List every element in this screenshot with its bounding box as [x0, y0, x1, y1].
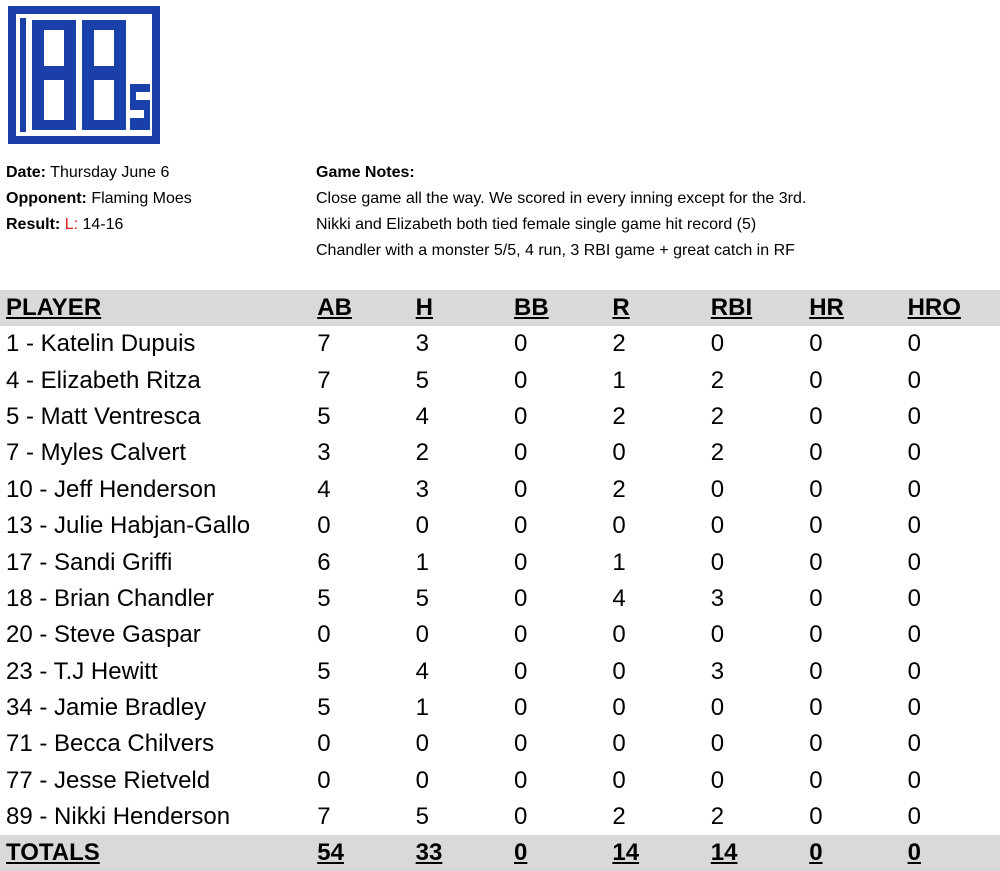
- column-header-bb: BB: [514, 294, 549, 321]
- stat-cell: 0: [612, 694, 626, 722]
- stat-cell: 0: [415, 512, 429, 540]
- stat-cell: 0: [809, 439, 823, 467]
- result-line: [6, 212, 192, 238]
- opponent-label: Opponent:: [6, 190, 87, 207]
- stat-cell: 0: [317, 766, 331, 794]
- stat-cell: 0: [907, 621, 921, 649]
- stat-cell: 0: [809, 330, 823, 358]
- stat-cell: 0: [710, 730, 725, 758]
- stat-cell: 7: [317, 803, 331, 831]
- stat-cell: 4: [612, 584, 626, 612]
- player-name-cell: 89 - Nikki Henderson: [6, 803, 231, 831]
- stat-cell: 0: [809, 475, 823, 503]
- stat-cell: 0: [514, 584, 528, 612]
- stat-cell: 4: [317, 475, 331, 503]
- table-row: [0, 581, 1000, 617]
- stat-cell: 5: [317, 584, 331, 612]
- stat-cell: 0: [514, 621, 528, 649]
- stat-cell: 5: [415, 366, 429, 394]
- stat-cell: 0: [415, 766, 429, 794]
- stat-cell: 3: [317, 439, 331, 467]
- column-header-hr: HR: [809, 294, 844, 321]
- stat-cell: 0: [710, 330, 725, 358]
- stat-cell: 0: [612, 657, 626, 685]
- stat-cell: 5: [317, 694, 331, 722]
- player-name-cell: 23 - T.J Hewitt: [6, 657, 158, 685]
- stat-cell: 3: [710, 584, 725, 612]
- stat-cell: 2: [415, 439, 429, 467]
- player-name-cell: 17 - Sandi Griffi: [6, 548, 173, 576]
- stat-cell: 0: [809, 366, 823, 394]
- player-name-cell: 1 - Katelin Dupuis: [6, 330, 196, 358]
- stat-cell: 2: [612, 803, 626, 831]
- table-row: [0, 799, 1000, 835]
- table-row: [0, 435, 1000, 471]
- column-header-h: H: [415, 294, 433, 321]
- stat-cell: 2: [612, 330, 626, 358]
- player-name-cell: 18 - Brian Chandler: [6, 584, 215, 612]
- stat-cell: 0: [907, 548, 921, 576]
- stat-cell: 0: [907, 330, 921, 358]
- player-name-cell: 7 - Myles Calvert: [6, 439, 187, 467]
- game-notes: [316, 160, 806, 264]
- player-name-cell: 13 - Julie Habjan-Gallo: [6, 512, 251, 540]
- stat-cell: 2: [710, 803, 725, 831]
- stat-cell: 1: [612, 548, 626, 576]
- date-line: [6, 160, 192, 186]
- player-name-cell: 34 - Jamie Bradley: [6, 694, 207, 722]
- stat-cell: 0: [317, 512, 331, 540]
- stat-cell: 5: [415, 584, 429, 612]
- stat-cell: 0: [907, 657, 921, 685]
- table-row: [0, 362, 1000, 398]
- stat-cell: 3: [415, 475, 429, 503]
- table-row: [0, 472, 1000, 508]
- stat-cell: 0: [710, 766, 725, 794]
- stat-cell: 2: [710, 366, 725, 394]
- stat-cell: 2: [612, 402, 626, 430]
- stat-cell: 0: [710, 475, 725, 503]
- stat-cell: 0: [809, 694, 823, 722]
- table-row: [0, 544, 1000, 580]
- stat-cell: 0: [415, 621, 429, 649]
- table-row: [0, 654, 1000, 690]
- stat-cell: 0: [514, 730, 528, 758]
- column-header-ab: AB: [317, 294, 352, 321]
- stat-cell: 0: [612, 730, 626, 758]
- stat-cell: 0: [612, 621, 626, 649]
- stat-cell: 0: [907, 803, 921, 831]
- stat-cell: 0: [514, 766, 528, 794]
- stat-cell: 0: [809, 621, 823, 649]
- column-header-hro: HRO: [907, 294, 961, 321]
- stat-cell: 2: [612, 475, 626, 503]
- stat-cell: 0: [809, 512, 823, 540]
- stat-cell: 0: [907, 730, 921, 758]
- stat-cell: 0: [809, 584, 823, 612]
- totals-cell: 54: [317, 839, 344, 867]
- stat-cell: 0: [809, 402, 823, 430]
- stat-cell: 0: [514, 803, 528, 831]
- table-row: [0, 508, 1000, 544]
- stat-cell: 0: [809, 766, 823, 794]
- result-score: 14-16: [82, 216, 124, 233]
- stat-cell: 0: [415, 730, 429, 758]
- stat-cell: 0: [514, 694, 528, 722]
- totals-cell: 14: [710, 839, 738, 867]
- stat-cell: 0: [809, 730, 823, 758]
- stat-cell: 0: [907, 475, 921, 503]
- notes-line: Close game all the way. We scored in every inning except for the 3rd.: [316, 190, 807, 207]
- player-name-cell: 20 - Steve Gaspar: [6, 621, 201, 649]
- stat-cell: 0: [710, 694, 725, 722]
- stat-cell: 3: [415, 330, 429, 358]
- stat-cell: 0: [514, 475, 528, 503]
- notes-line: Chandler with a monster 5/5, 4 run, 3 RBI game + great catch in RF: [316, 242, 795, 259]
- stat-cell: 0: [907, 439, 921, 467]
- team-logo-graphic: [8, 6, 164, 146]
- stat-cell: 1: [415, 548, 429, 576]
- stat-cell: 0: [710, 512, 725, 540]
- stat-cell: 0: [514, 439, 528, 467]
- stat-cell: 4: [415, 402, 429, 430]
- totals-cell: 0: [907, 839, 921, 867]
- opponent-value: Flaming Moes: [91, 190, 192, 207]
- stat-cell: 0: [514, 402, 528, 430]
- stat-cell: 0: [907, 766, 921, 794]
- totals-cell: 0: [809, 839, 823, 867]
- stat-cell: 0: [317, 621, 331, 649]
- stat-cell: 0: [317, 730, 331, 758]
- column-header-r: R: [612, 294, 630, 321]
- player-name-cell: 5 - Matt Ventresca: [6, 402, 201, 430]
- totals-cell: 14: [612, 839, 640, 867]
- stat-cell: 0: [612, 512, 626, 540]
- stat-cell: 7: [317, 330, 331, 358]
- stat-cell: 0: [907, 512, 921, 540]
- player-name-cell: 10 - Jeff Henderson: [6, 475, 217, 503]
- table-row: [0, 763, 1000, 799]
- opponent-line: [6, 186, 192, 212]
- stat-cell: 1: [612, 366, 626, 394]
- column-header-player: PLAYER: [6, 294, 102, 321]
- notes-title: Game Notes:: [316, 164, 415, 181]
- table-row: [0, 326, 1000, 362]
- result-mark: L:: [64, 216, 79, 233]
- stat-cell: 0: [612, 439, 626, 467]
- player-name-cell: 4 - Elizabeth Ritza: [6, 366, 201, 394]
- stat-cell: 0: [907, 584, 921, 612]
- stat-cell: 0: [809, 548, 823, 576]
- totals-cell: 0: [514, 839, 528, 867]
- notes-line: Nikki and Elizabeth both tied female single game hit record (5): [316, 216, 757, 233]
- stat-cell: 0: [907, 694, 921, 722]
- totals-label: TOTALS: [6, 839, 100, 867]
- stat-cell: 1: [415, 694, 429, 722]
- stat-cell: 0: [809, 803, 823, 831]
- table-header-row: [0, 290, 1000, 326]
- stat-cell: 5: [317, 402, 331, 430]
- game-info: [6, 160, 192, 238]
- stat-cell: 0: [907, 366, 921, 394]
- table-row: [0, 726, 1000, 762]
- stat-cell: 0: [612, 766, 626, 794]
- date-label: Date:: [6, 164, 47, 181]
- player-name-cell: 77 - Jesse Rietveld: [6, 766, 211, 794]
- stat-cell: 2: [710, 439, 725, 467]
- stats-table: [0, 290, 1000, 871]
- stat-cell: 7: [317, 366, 331, 394]
- stat-cell: 5: [317, 657, 331, 685]
- date-value: Thursday June 6: [50, 164, 170, 181]
- stat-cell: 0: [514, 657, 528, 685]
- stat-cell: 5: [415, 803, 429, 831]
- stat-cell: 0: [514, 330, 528, 358]
- player-name-cell: 71 - Becca Chilvers: [6, 730, 215, 758]
- table-row: [0, 399, 1000, 435]
- stat-cell: 3: [710, 657, 725, 685]
- stat-cell: 0: [907, 402, 921, 430]
- result-label: Result:: [6, 216, 61, 233]
- stat-cell: 0: [809, 657, 823, 685]
- stat-cell: 0: [710, 548, 725, 576]
- stat-cell: 2: [710, 402, 725, 430]
- table-row: [0, 617, 1000, 653]
- stat-cell: 0: [514, 548, 528, 576]
- stat-cell: 0: [514, 512, 528, 540]
- stat-cell: 0: [710, 621, 725, 649]
- stat-cell: 6: [317, 548, 331, 576]
- totals-row: [0, 835, 1000, 871]
- table-row: [0, 690, 1000, 726]
- stat-cell: 0: [514, 366, 528, 394]
- totals-cell: 33: [415, 839, 443, 867]
- team-logo: [8, 6, 164, 146]
- stat-cell: 4: [415, 657, 429, 685]
- column-header-rbi: RBI: [710, 294, 753, 321]
